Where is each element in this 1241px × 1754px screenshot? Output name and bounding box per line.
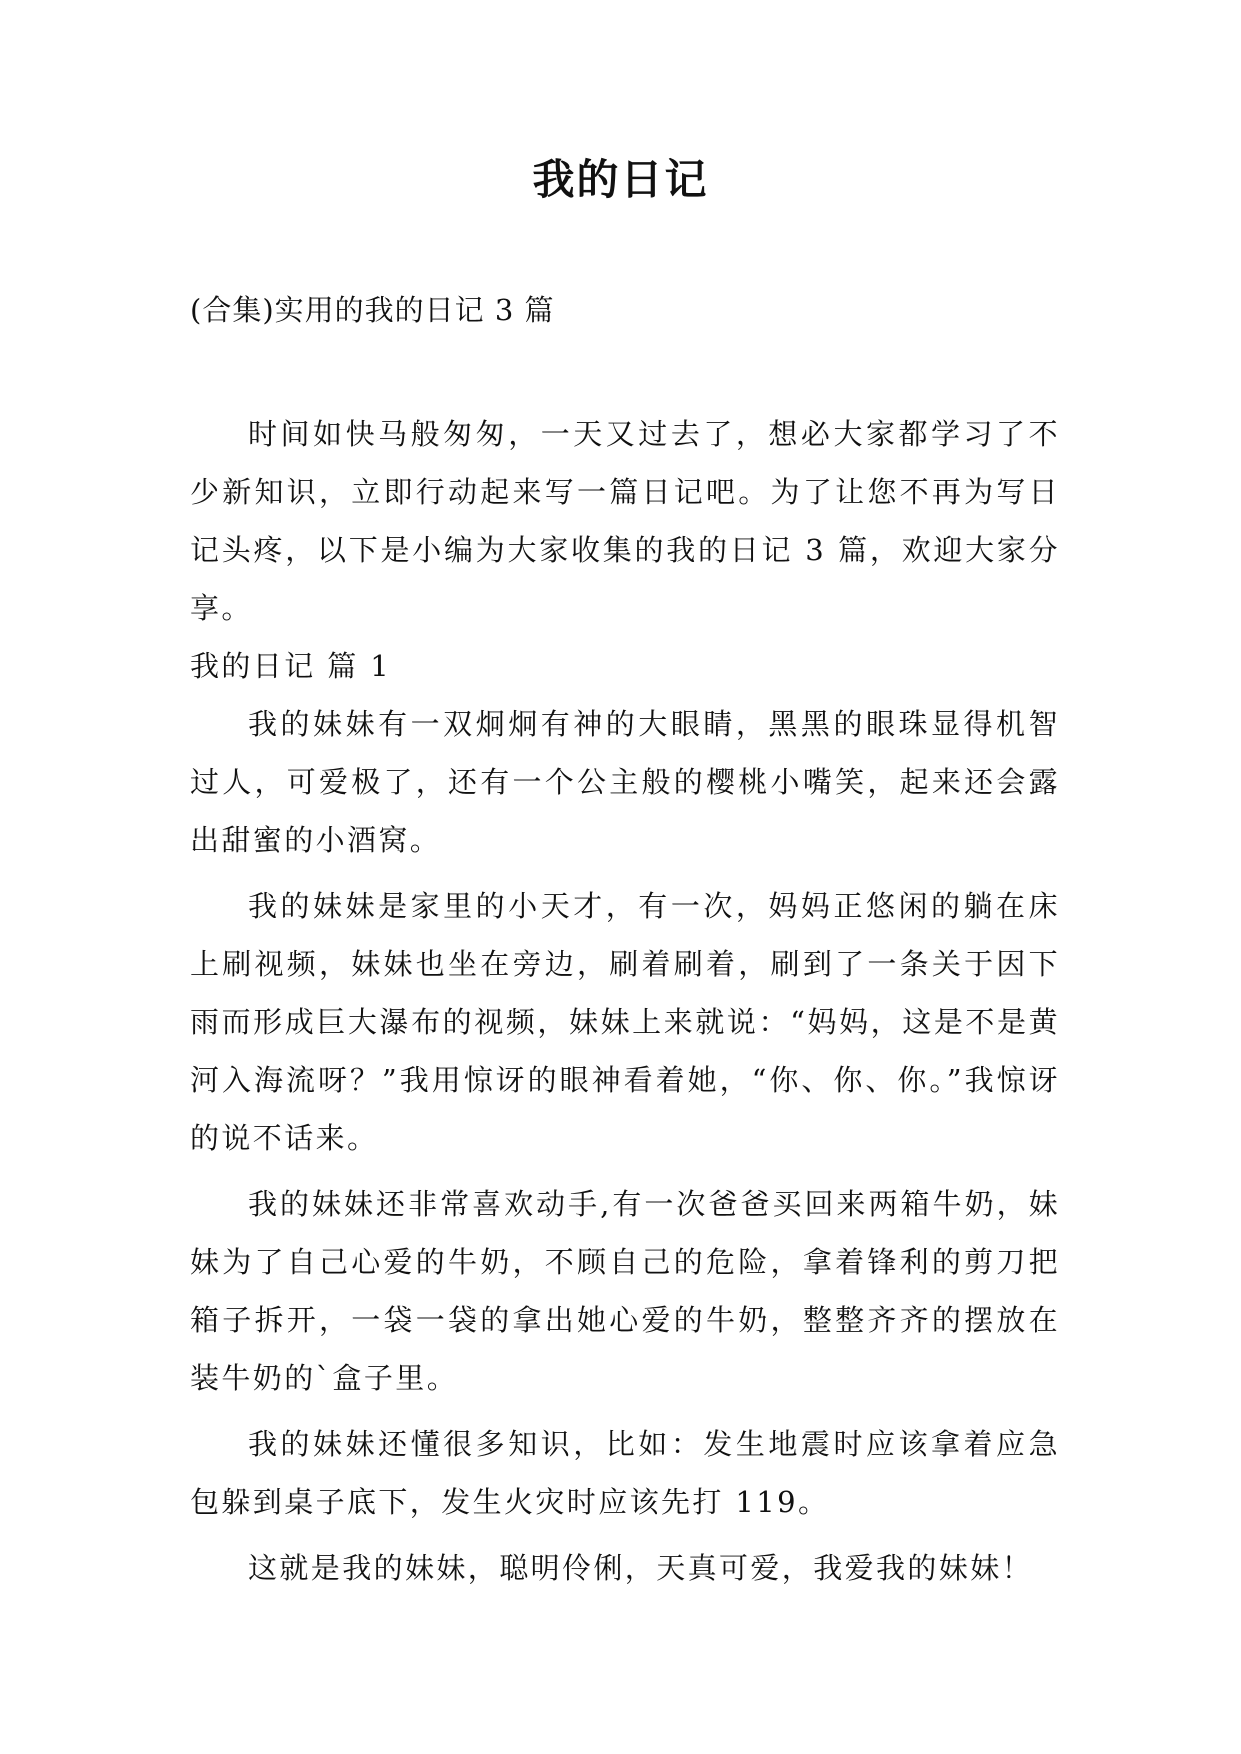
paragraph-1: 我的妹妹有一双炯炯有神的大眼睛，黑黑的眼珠显得机智过人，可爱极了，还有一个公主般的樱桃小嘴笑，起来还会露出甜蜜的小酒窝。 [190,707,1060,857]
paragraph-5: 这就是我的妹妹，聪明伶俐，天真可爱，我爱我的妹妹！ [248,1551,1034,1585]
document-body [190,405,1060,1597]
intro-paragraph: 时间如快马般匆匆，一天又过去了，想必大家都学习了不少新知识，立即行动起来写一篇日记吧。为了让您不再为写日记头疼，以下是小编为大家收集的我的日记 3 篇，欢迎大家分享。 [190,417,1060,625]
paragraph-2: 我的妹妹是家里的小天才，有一次，妈妈正悠闲的躺在床上刷视频，妹妹也坐在旁边，刷着刷着，刷到了一条关于因下雨而形成巨大瀑布的视频，妹妹上来就说：“妈妈，这是不是黄河入海流呀？”我用惊讶的眼神看着她，“你、你、你。”我惊讶的说不话来。 [190,889,1060,1155]
document-title: 我的日记 [532,155,709,204]
document-subtitle: (合集)实用的我的日记 3 篇 [190,293,555,327]
paragraph-3: 我的妹妹还非常喜欢动手,有一次爸爸买回来两箱牛奶，妹妹为了自己心爱的牛奶，不顾自己的危险，拿着锋利的剪刀把箱子拆开，一袋一袋的拿出她心爱的牛奶，整整齐齐的摆放在装牛奶的`盒子里。 [190,1187,1060,1395]
paragraph-4: 我的妹妹还懂很多知识，比如：发生地震时应该拿着应急包躲到桌子底下，发生火灾时应该先打 119。 [190,1427,1060,1519]
section-heading: 我的日记 篇 1 [190,649,392,683]
